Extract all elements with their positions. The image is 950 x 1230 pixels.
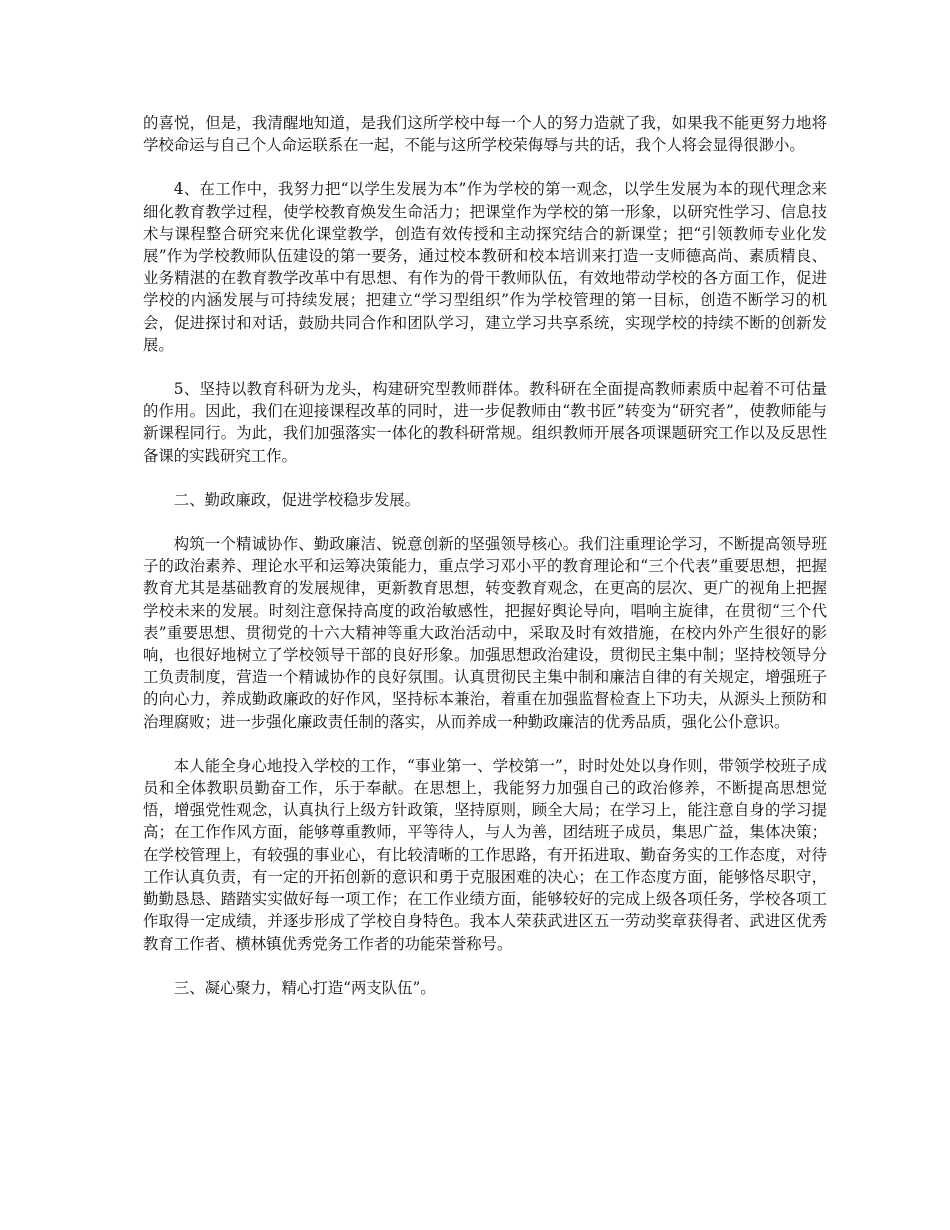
paragraph-item-4: 4、在工作中，我努力把“以学生发展为本”作为学校的第一观念，以学生发展为本的现代理念来细化教育教学过程，使学校教育焕发生命活力；把课堂作为学校的第一形象，以研究性学习、信息技术与课程整合研究来优化课堂教学，创造有效传授和主动探究结合的新课堂；把“引领教师专业化发展”作为学校教师队伍建设的第一要务，通过校本教研和校本培训来打造一支师德高尚、素质精良、业务精湛的在教育教学改革中有思想、有作为的骨干教师队伍，有效地带动学校的各方面工作，促进学校的内涵发展与可持续发展；把建立“学习型组织”作为学校管理的第一目标，创造不断学习的机会，促进探讨和对话，鼓励共同合作和团队学习，建立学习共享系统，实现学校的持续不断的创新发展。 (143, 180, 827, 354)
paragraph-leadership-core: 构筑一个精诚协作、勤政廉洁、锐意创新的坚强领导核心。我们注重理论学习，不断提高领导班子的政治素养、理论水平和运筹决策能力，重点学习邓小平的教育理论和“三个代表”重要思想，把握教育尤其是基础教育的发展规律，更新教育思想，转变教育观念，在更高的层次、更广的视角上把握学校未来的发展。时刻注意保持高度的政治敏感性，把握好舆论导向，唱响主旋律，在贯彻“三个代表”重要思想、贯彻党的十六大精神等重大政治活动中，采取及时有效措施，在校内外产生很好的影响，也很好地树立了学校领导干部的良好形象。加强思想政治建设，贯彻民主集中制；坚持校领导分工负责制度，营造一个精诚协作的良好氛围。认真贯彻民主集中制和廉洁自律的有关规定，增强班子的向心力，养成勤政廉政的好作风，坚持标本兼治，着重在加强监督检查上下功夫，从源头上预防和治理腐败；进一步强化廉政责任制的落实，从而养成一种勤政廉洁的优秀品质，强化公仆意识。 (143, 535, 827, 731)
section-heading-2: 二、勤政廉政，促进学校稳步发展。 (173, 490, 421, 509)
paragraph-item-5: 5、坚持以教育科研为龙头，构建研究型教师群体。教科研在全面提高教师素质中起着不可估量的作用。因此，我们在迎接课程改革的同时，进一步促教师由“教书匠”转变为“研究者”，使教师能与新课程同行。为此，我们加强落实一体化的教科研常规。组织教师开展各项课题研究工作以及反思性备课的实践研究工作。 (143, 380, 827, 465)
section-heading-3: 三、凝心聚力，精心打造“两支队伍”。 (173, 978, 436, 997)
document-page (143, 112, 827, 1021)
paragraph-continuation: 的喜悦，但是，我清醒地知道，是我们这所学校中每一个人的努力造就了我，如果我不能更努力地将学校命运与自己个人命运联系在一起，不能与这所学校荣侮辱与共的话，我个人将会显得很渺小。 (143, 114, 827, 155)
paragraph-personal-work: 本人能全身心地投入学校的工作，“事业第一、学校第一”，时时处处以身作则，带领学校班子成员和全体教职员勤奋工作，乐于奉献。在思想上，我能努力加强自己的政治修养，不断提高思想觉悟，增强党性观念，认真执行上级方针政策，坚持原则，顾全大局；在学习上，能注意自身的学习提高；在工作作风方面，能够尊重教师，平等待人，与人为善，团结班子成员，集思广益，集体决策；在学校管理上，有较强的事业心，有比较清晰的工作思路，有开拓进取、勤奋务实的工作态度，对待工作认真负责，有一定的开拓创新的意识和勇于克服困难的决心；在工作态度方面，能够恪尽职守，勤勤恳恳、踏踏实实做好每一项工作；在工作业绩方面，能够较好的完成上级各项任务，学校各项工作取得一定成绩，并逐步形成了学校自身特色。我本人荣获武进区五一劳动奖章获得者、武进区优秀教育工作者、横林镇优秀党务工作者的功能荣誉称号。 (143, 756, 827, 953)
